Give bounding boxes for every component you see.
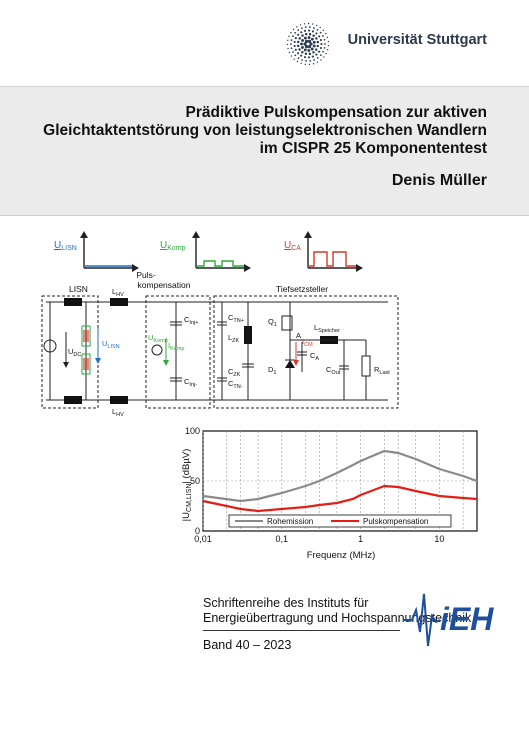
logo-dot: [291, 39, 293, 41]
volume-text: Band 40 – 2023: [203, 638, 292, 652]
block-label-tiefsetzsteller: Tiefsetzsteller: [276, 284, 329, 294]
logo-dot: [301, 39, 304, 42]
signal-ulisn: [54, 231, 139, 272]
ukomp-label: U: [160, 240, 168, 251]
logo-dot: [317, 29, 319, 31]
label-cinj-plus: $C_{Inj+}$: [184, 315, 199, 326]
logo-dot: [301, 51, 303, 53]
series-line-2: Energieübertragung und Hochspannungstechnik: [203, 611, 472, 625]
logo-dot: [300, 42, 303, 45]
label-cout: $C_{Out}$: [326, 365, 341, 376]
circuit-diagram: [36, 268, 406, 418]
logo-dot: [318, 35, 320, 37]
logo-dot: [292, 51, 294, 53]
logo-dot: [289, 52, 290, 53]
svg-text:UKomp: [160, 240, 186, 252]
logo-dot: [312, 51, 314, 53]
ieh-logo-icon: [404, 580, 504, 656]
logo-dot: [315, 32, 317, 34]
logo-dot: [294, 32, 296, 34]
x-tick-label: 10: [434, 534, 445, 544]
logo-dot: [320, 32, 322, 34]
logo-dot: [308, 45, 311, 48]
logo-dot: [308, 40, 311, 43]
logo-dot: [299, 37, 301, 39]
logo-dot: [320, 43, 322, 45]
logo-dot: [287, 40, 288, 41]
logo-dot: [327, 37, 328, 38]
logo-dot: [322, 51, 324, 53]
logo-dot: [287, 48, 288, 49]
logo-dot: [313, 27, 315, 29]
series-line-1: Schriftenreihe des Instituts für: [203, 596, 369, 610]
chart-xlabel: Frequenz (MHz): [306, 550, 376, 561]
logo-dot: [305, 64, 306, 65]
logo-dot: [320, 39, 322, 41]
logo-dot: [304, 56, 306, 58]
logo-dot: [297, 45, 299, 47]
logo-dot: [288, 36, 289, 37]
logo-dot: [317, 45, 319, 47]
chart-ylabel: $|U_{CM,LISN}|$ (dBµV): [181, 448, 193, 522]
label-ctn-minus: $C_{TN-}$: [228, 379, 243, 390]
logo-dot: [313, 63, 314, 64]
logo-dot: [296, 26, 297, 27]
label-czk: $C_{ZK}$: [228, 367, 241, 378]
logo-dot: [315, 37, 317, 39]
logo-dot: [325, 53, 326, 54]
logo-dot: [287, 44, 288, 45]
logo-dot: [301, 27, 303, 29]
logo-dot: [292, 35, 294, 37]
book-title: [17, 104, 487, 158]
x-tick-label: 0,01: [194, 534, 212, 544]
logo-dot: [297, 29, 299, 31]
logo-dot: [305, 40, 308, 43]
y-tick-label: 50: [189, 476, 200, 486]
svg-text:ULISN: [54, 240, 77, 252]
logo-dot: [323, 56, 324, 57]
logo-dot: [297, 52, 299, 54]
ulisn-sub: LISN: [61, 245, 77, 252]
logo-dot: [313, 45, 316, 48]
logo-dot: [308, 56, 310, 58]
series-divider: [203, 630, 400, 631]
logo-dot: [295, 37, 297, 39]
x-tick-label: 1: [358, 534, 364, 544]
logo-dot: [304, 23, 305, 24]
logo-dot: [304, 37, 307, 40]
logo-dot: [301, 46, 304, 49]
logo-dot: [294, 45, 296, 47]
svg-text:UCA: [284, 240, 301, 252]
logo-dot: [312, 56, 314, 58]
logo-dot: [315, 48, 317, 50]
logo-dot: [301, 34, 303, 36]
university-logo-icon: [286, 22, 334, 66]
label-lhv-top: $L_{HV}$: [112, 287, 124, 298]
logo-dot: [301, 59, 303, 61]
logo-dot: [291, 55, 292, 56]
label-lspeicher: $L_{Speicher}$: [314, 323, 340, 334]
block-label-lisn: LISN: [69, 284, 88, 294]
label-lhv-bottom: $L_{HV}$: [112, 407, 124, 418]
label-ikomp: $I_{Komp}$: [168, 341, 185, 352]
label-ctn-plus: $C_{TN+}$: [228, 313, 244, 324]
logo-dot: [316, 25, 317, 26]
logo-dot: [293, 58, 294, 59]
title-line-2: Gleichtaktentstörung von leistungselektronischen Wandlern: [43, 122, 487, 139]
logo-dot: [305, 26, 307, 28]
label-a: A: [296, 331, 302, 340]
chart-legend: [229, 515, 451, 527]
logo-dot: [324, 47, 326, 49]
logo-dot: [328, 45, 329, 46]
uca-label: U: [284, 240, 292, 251]
legend-label-rohemission: Rohemission: [267, 517, 314, 526]
logo-dot: [308, 29, 310, 31]
ulisn-label: U: [54, 240, 62, 251]
ieh-logo-text: iEH: [440, 601, 494, 637]
logo-dot: [312, 30, 314, 32]
signal-uca: [284, 231, 363, 272]
logo-dot: [320, 27, 321, 28]
logo-dot: [309, 64, 310, 65]
logo-dot: [309, 60, 311, 62]
logo-dot: [290, 43, 292, 45]
logo-dot: [301, 63, 302, 64]
logo-dot: [327, 49, 328, 50]
logo-dot: [317, 62, 318, 63]
spectrum-chart: [145, 425, 485, 565]
logo-dot: [312, 23, 313, 24]
uca-sub: CA: [291, 245, 301, 252]
title-line-3: im CISPR 25 Komponententest: [259, 140, 487, 157]
logo-dot: [318, 51, 320, 53]
logo-dot: [307, 49, 310, 52]
logo-dot: [305, 60, 307, 62]
logo-dot: [309, 26, 311, 28]
y-tick-label: 0: [194, 526, 200, 536]
logo-dot: [308, 36, 311, 39]
logo-dot: [312, 35, 314, 37]
logo-dot: [315, 54, 317, 56]
logo-dot: [304, 30, 306, 32]
logo-dot: [305, 53, 307, 55]
logo-dot: [323, 30, 324, 31]
logo-dot: [324, 39, 326, 41]
logo-dot: [309, 53, 311, 55]
label-q1: $Q_1$: [268, 317, 277, 328]
label-ulisn: $U_{LISN}$: [102, 339, 120, 350]
label-ukomp: $U_{Komp}$: [148, 333, 168, 344]
logo-dot: [311, 48, 314, 51]
label-cinj-minus: $C_{Inj-}$: [184, 377, 198, 388]
y-tick-label: 100: [184, 426, 200, 436]
logo-dot: [300, 24, 301, 25]
title-line-1: Prädiktive Pulskompensation zur aktiven: [185, 104, 487, 121]
label-d1: $D_1$: [268, 365, 277, 376]
logo-dot: [297, 61, 298, 62]
logo-dot: [325, 33, 326, 34]
label-ca: $C_A$: [310, 351, 320, 362]
block-label-puls: Puls-: [136, 270, 156, 280]
logo-dot: [317, 57, 319, 59]
author-name: Denis Müller: [391, 172, 487, 189]
logo-dot: [298, 48, 300, 50]
logo-dot: [293, 29, 294, 30]
logo-dot: [304, 48, 307, 51]
x-tick-label: 0,1: [275, 534, 289, 544]
ukomp-sub: Komp: [167, 245, 186, 252]
legend-label-pulskompensation: Pulskompensation: [363, 517, 429, 526]
label-lzk: $L_{ZK}$: [228, 333, 240, 344]
logo-dot: [290, 32, 291, 33]
signal-ukomp: [160, 231, 251, 272]
logo-dot: [317, 41, 319, 43]
logo-dot: [313, 59, 315, 61]
logo-dot: [322, 35, 324, 37]
logo-dot: [311, 38, 314, 41]
logo-dot: [294, 41, 296, 43]
label-rlast: $R_{Last}$: [374, 365, 390, 376]
logo-dot: [300, 31, 302, 33]
logo-dot: [320, 47, 322, 49]
logo-dot: [320, 59, 321, 60]
logo-dot: [295, 49, 297, 51]
logo-dot: [305, 33, 307, 35]
logo-dot: [297, 41, 299, 43]
block-label-kompensation: kompensation: [137, 280, 191, 290]
logo-dot: [300, 55, 302, 57]
logo-dot: [297, 34, 299, 36]
logo-dot: [308, 23, 309, 24]
logo-dot: [328, 41, 329, 42]
logo-dot: [324, 43, 326, 45]
logo-dot: [309, 33, 311, 35]
logo-dot: [313, 41, 316, 44]
logo-dot: [291, 47, 293, 49]
logo-dot: [320, 54, 322, 56]
university-name: Universität Stuttgart: [347, 32, 487, 48]
label-icm: $I_{CM}$: [302, 337, 313, 348]
logo-dot: [298, 57, 300, 59]
label-udc: $U_{DC}$: [68, 347, 82, 358]
logo-dot: [294, 54, 296, 56]
